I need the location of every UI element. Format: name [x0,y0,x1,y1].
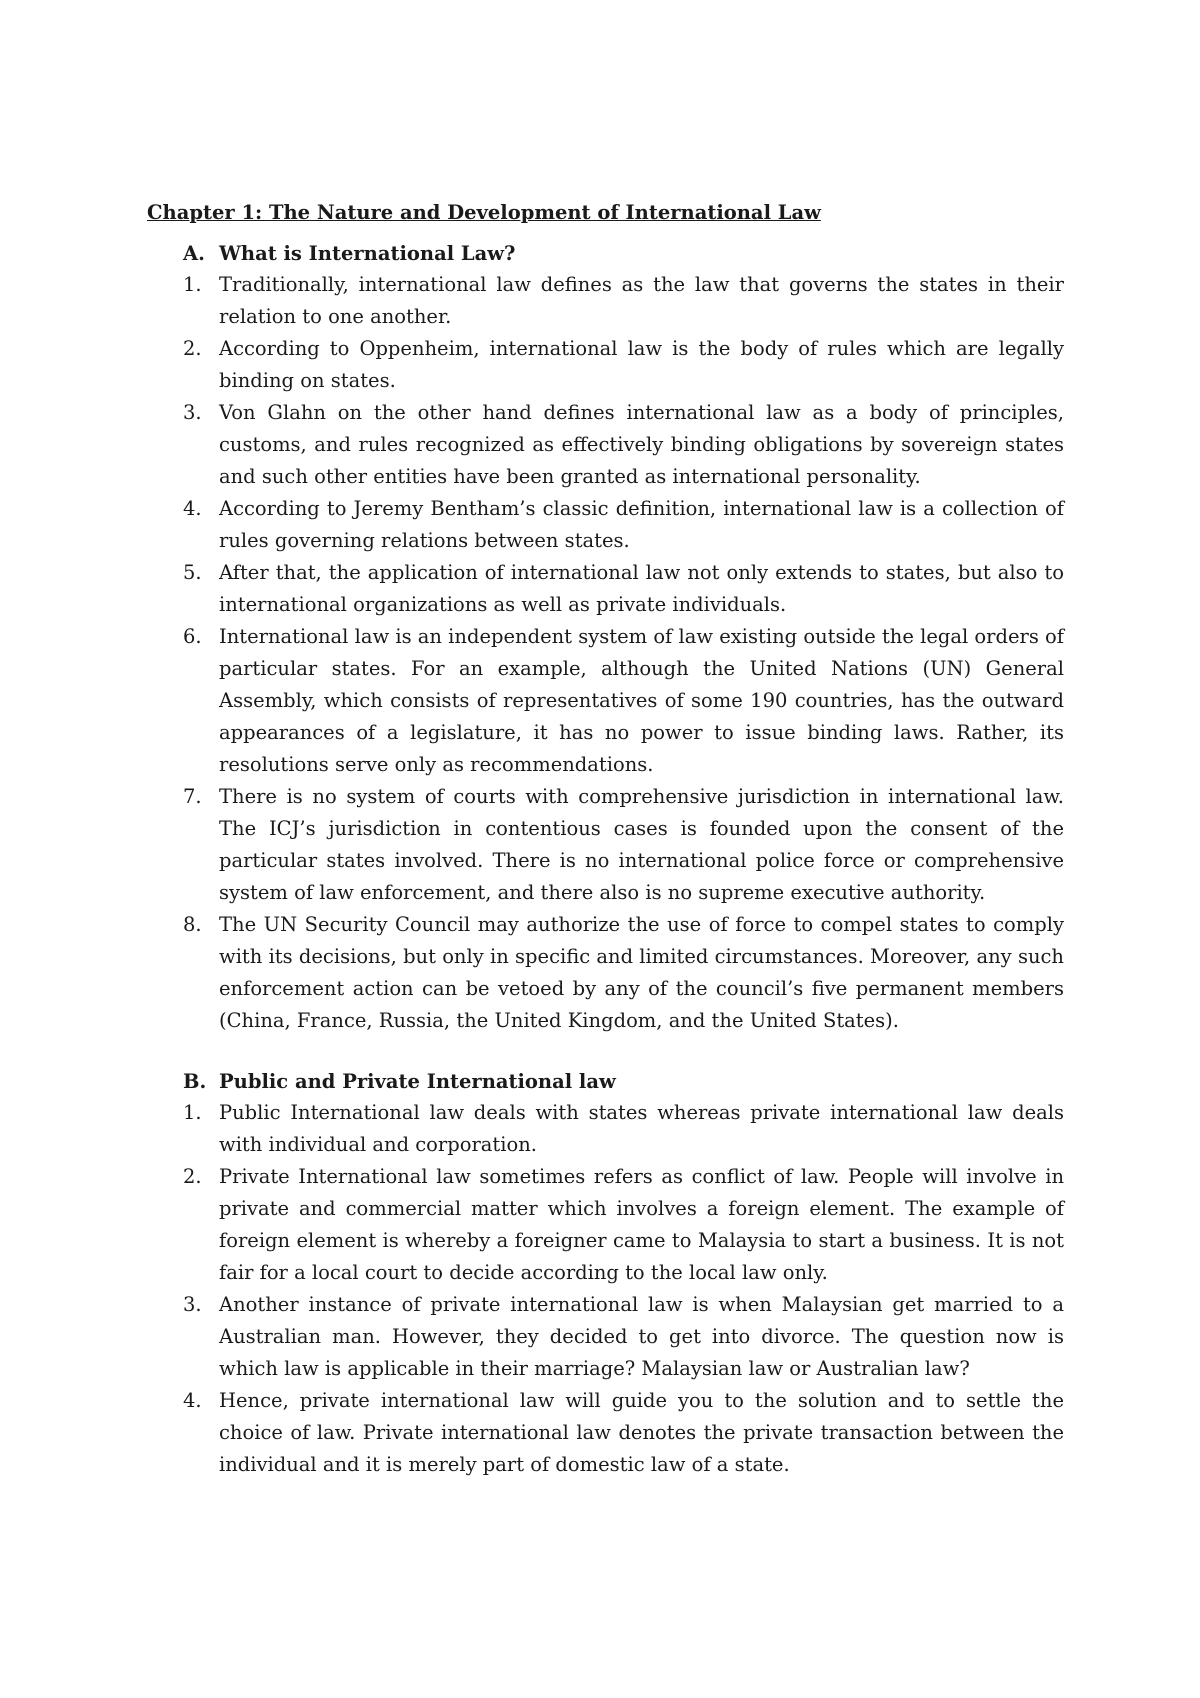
list-item [147,1289,1064,1385]
list-item [147,269,1064,333]
item-text: Traditionally, international law defines as the law that governs the states in their relation to one another. [219,273,1064,328]
item-text: The UN Security Council may authorize the use of force to compel states to comply with its decisions, but only in specific and limited circumstances. Moreover, any such enforcement action can be vetoed by any of the council’s five permanent members (China, France, Russia, the United Kingdom, and the United States). [219,913,1064,1032]
section-heading [147,1067,1064,1097]
chapter-title: Chapter 1: The Nature and Development of International Law [147,201,821,224]
item-number: 1. [183,1101,202,1124]
item-text: After that, the application of international law not only extends to states, but also to international organizations as well as private individuals. [219,561,1064,616]
item-number: 2. [183,1165,202,1188]
item-number: 4. [183,497,202,520]
item-number: 6. [183,625,202,648]
section-letter: B. [183,1070,207,1093]
item-text: Another instance of private international law is when Malaysian get married to a Australian man. However, they decided to get into divorce. The question now is which law is applicable in their marriage? Malaysian law or Australian law? [219,1293,1064,1380]
item-number: 3. [183,401,202,424]
item-number: 1. [183,273,202,296]
list-item [147,1385,1064,1481]
item-number: 2. [183,337,202,360]
item-text: Hence, private international law will guide you to the solution and to settle the choice of law. Private international law denotes the private transaction between the individual and it is merely part of domestic law of a state. [219,1389,1064,1476]
section-title: Public and Private International law [219,1070,616,1093]
document-page [147,199,1064,1481]
item-text: Public International law deals with states whereas private international law deals with individual and corporation. [219,1101,1064,1156]
section-a-list [147,269,1064,1037]
item-number: 5. [183,561,202,584]
list-item [147,1161,1064,1289]
list-item [147,781,1064,909]
item-number: 4. [183,1389,202,1412]
item-text: International law is an independent system of law existing outside the legal orders of particular states. For an example, although the United Nations (UN) General Assembly, which consists of representatives of some 190 countries, has the outward appearances of a legislature, it has no power to issue binding laws. Rather, its resolutions serve only as recommendations. [219,625,1064,776]
item-number: 8. [183,913,202,936]
item-number: 3. [183,1293,202,1316]
section-heading [147,239,1064,269]
list-item [147,557,1064,621]
section-letter: A. [183,242,205,265]
list-item [147,397,1064,493]
item-text: According to Oppenheim, international law is the body of rules which are legally binding on states. [219,337,1064,392]
section-a [147,239,1064,1037]
list-item [147,909,1064,1037]
item-text: According to Jeremy Bentham’s classic definition, international law is a collection of rules governing relations between states. [219,497,1064,552]
item-text: There is no system of courts with comprehensive jurisdiction in international law. The ICJ’s jurisdiction in contentious cases is founded upon the consent of the particular states involved. There is no international police force or comprehensive system of law enforcement, and there also is no supreme executive authority. [219,785,1064,904]
list-item [147,333,1064,397]
list-item [147,1097,1064,1161]
section-title: What is International Law? [219,242,516,265]
section-b [147,1067,1064,1481]
item-number: 7. [183,785,202,808]
item-text: Von Glahn on the other hand defines international law as a body of principles, customs, and rules recognized as effectively binding obligations by sovereign states and such other entities have been granted as international personality. [219,401,1064,488]
section-b-list [147,1097,1064,1481]
list-item [147,493,1064,557]
item-text: Private International law sometimes refers as conflict of law. People will involve in private and commercial matter which involves a foreign element. The example of foreign element is whereby a foreigner came to Malaysia to start a business. It is not fair for a local court to decide according to the local law only. [219,1165,1064,1284]
list-item [147,621,1064,781]
